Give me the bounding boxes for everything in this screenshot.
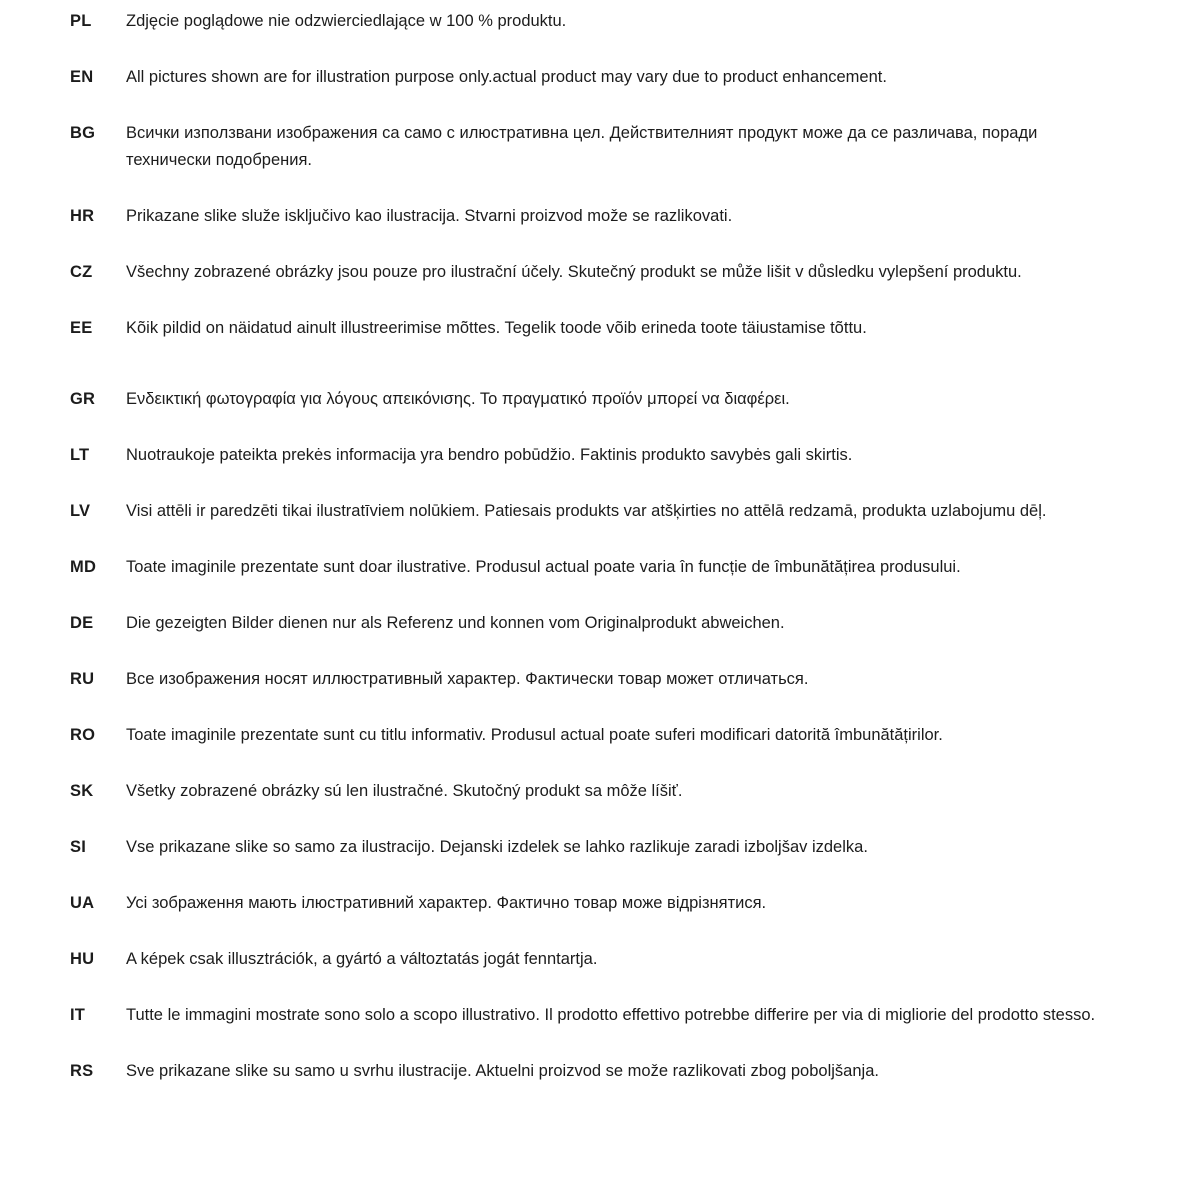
language-code: LV: [70, 502, 91, 520]
disclaimer-text: Nuotraukoje pateikta prekės informacija yra bendro pobūdžio. Faktinis produkto savybės gali skirtis.: [126, 446, 853, 464]
language-code: IT: [70, 1006, 86, 1024]
disclaimer-text: Kõik pildid on näidatud ainult illustreerimise mõttes. Tegelik toode võib erineda toote täiustamise tõttu.: [126, 319, 867, 337]
language-code: DE: [70, 614, 94, 632]
disclaimer-text: Toate imaginile prezentate sunt cu titlu informativ. Produsul actual poate suferi modificari datorită îmbunătățirilor.: [126, 726, 943, 744]
language-code: HR: [70, 207, 95, 225]
disclaimer-text: Sve prikazane slike su samo u svrhu ilustracije. Aktuelni proizvod se može razlikovati zbog poboljšanja.: [126, 1062, 879, 1080]
disclaimer-row-rs: [70, 1058, 1120, 1085]
disclaimer-text: Die gezeigten Bilder dienen nur als Referenz und konnen vom Originalprodukt abweichen.: [126, 614, 785, 632]
disclaimer-text: Tutte le immagini mostrate sono solo a scopo illustrativo. Il prodotto effettivo potrebbe differire per via di migliorie del prodotto stesso.: [126, 1006, 1096, 1024]
disclaimer-text: Všetky zobrazené obrázky sú len ilustračné. Skutočný produkt sa môže líšiť.: [126, 782, 683, 800]
language-code: GR: [70, 390, 96, 408]
language-code: SI: [70, 838, 86, 856]
disclaimer-row-ee: [70, 315, 1120, 342]
disclaimer-text: Zdjęcie poglądowe nie odzwierciedlające w 100 % produktu.: [126, 12, 567, 30]
language-code: CZ: [70, 263, 93, 281]
disclaimer-row-en: [70, 64, 1120, 91]
language-code: PL: [70, 12, 92, 30]
disclaimer-text: Всички използвани изображения са само с илюстративна цел. Действителният продукт може да се различава, поради технически подобрения.: [126, 124, 1038, 169]
disclaimer-text: Visi attēli ir paredzēti tikai ilustratīviem nolūkiem. Patiesais produkts var atšķirties no attēlā redzamā, produkta uzlabojumu dēļ.: [126, 502, 1047, 520]
disclaimer-row-lv: [70, 498, 1120, 525]
disclaimer-row-hu: [70, 946, 1120, 973]
disclaimer-text: Ενδεικτική φωτογραφία για λόγους απεικόνισης. Το πραγματικό προϊόν μπορεί να διαφέρει.: [126, 390, 790, 408]
disclaimer-row-pl: [70, 8, 1120, 35]
disclaimer-text: Všechny zobrazené obrázky jsou pouze pro ilustrační účely. Skutečný produkt se může lišit v důsledku vylepšení produktu.: [126, 263, 1022, 281]
disclaimer-row-md: [70, 554, 1120, 581]
disclaimer-text: Prikazane slike služe isključivo kao ilustracija. Stvarni proizvod može se razlikovati.: [126, 207, 733, 225]
disclaimer-row-ro: [70, 722, 1120, 749]
disclaimer-text: Все изображения носят иллюстративный характер. Фактически товар может отличаться.: [126, 670, 809, 688]
disclaimer-row-lt: [70, 442, 1120, 469]
language-code: RO: [70, 726, 96, 744]
disclaimer-row-ru: [70, 666, 1120, 693]
language-code: EN: [70, 68, 94, 86]
language-code: HU: [70, 950, 95, 968]
disclaimer-row-hr: [70, 203, 1120, 230]
disclaimer-row-cz: [70, 259, 1120, 286]
disclaimer-text: Vse prikazane slike so samo za ilustracijo. Dejanski izdelek se lahko razlikuje zaradi izboljšav izdelka.: [126, 838, 868, 856]
language-code: MD: [70, 558, 97, 576]
language-code: RS: [70, 1062, 94, 1080]
disclaimer-row-bg: [70, 120, 1120, 174]
disclaimer-text: Усі зображення мають ілюстративний характер. Фактично товар може відрізнятися.: [126, 894, 767, 912]
language-code: RU: [70, 670, 95, 688]
disclaimer-row-gr: [70, 386, 1120, 413]
language-code: EE: [70, 319, 93, 337]
disclaimer-text: A képek csak illusztrációk, a gyártó a változtatás jogát fenntartja.: [126, 950, 598, 968]
disclaimer-row-sk: [70, 778, 1120, 805]
language-code: LT: [70, 446, 90, 464]
language-code: UA: [70, 894, 95, 912]
disclaimer-text: All pictures shown are for illustration purpose only.actual product may vary due to product enhancement.: [126, 68, 887, 86]
language-code: SK: [70, 782, 94, 800]
disclaimer-row-it: [70, 1002, 1120, 1029]
disclaimer-text: Toate imaginile prezentate sunt doar ilustrative. Produsul actual poate varia în funcție de îmbunătățirea produsului.: [126, 558, 961, 576]
language-code: BG: [70, 124, 96, 142]
disclaimer-row-si: [70, 834, 1120, 861]
disclaimer-row-de: [70, 610, 1120, 637]
disclaimer-row-ua: [70, 890, 1120, 917]
